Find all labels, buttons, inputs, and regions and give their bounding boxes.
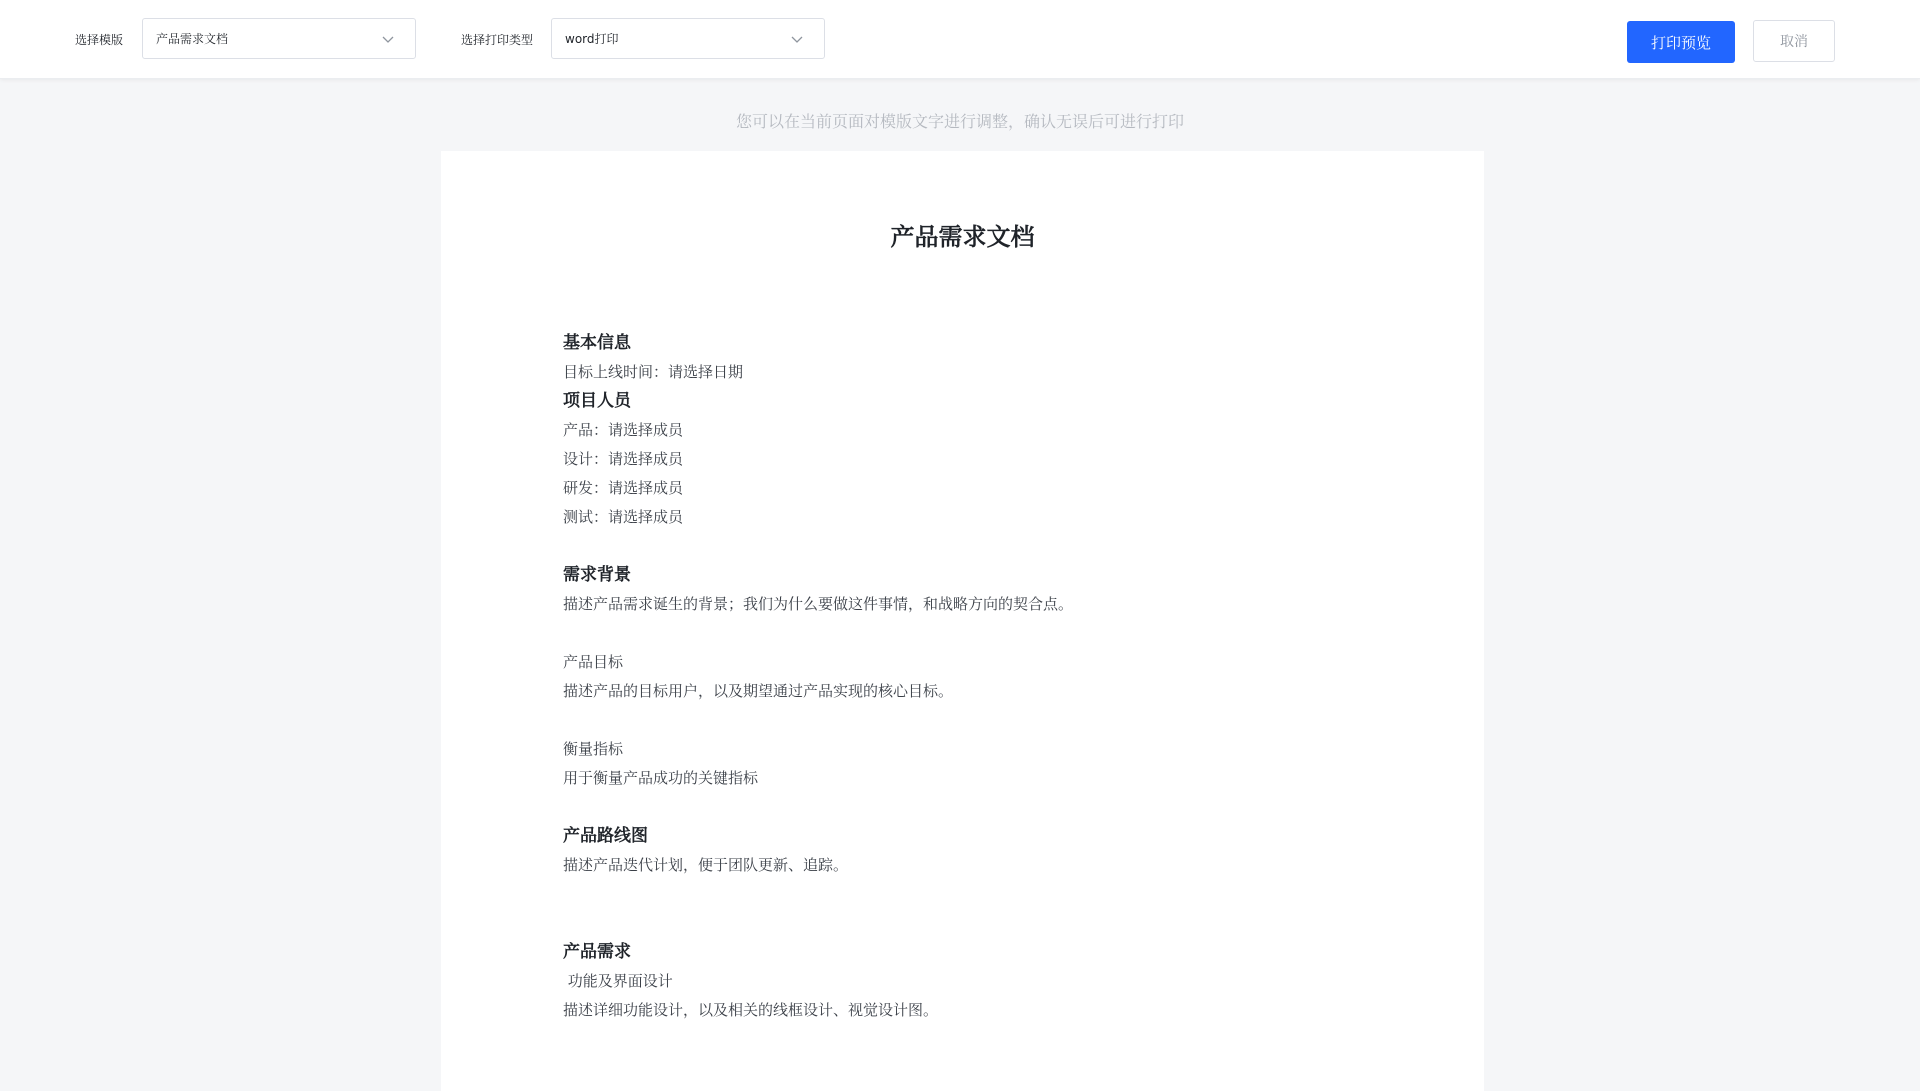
member-dev-line[interactable]: 研发：请选择成员 (563, 479, 684, 497)
ui-design-label[interactable]: 功能及界面设计 (563, 972, 673, 990)
goal-text[interactable]: 描述产品的目标用户，以及期望通过产品实现的核心目标。 (563, 682, 954, 700)
ui-design-text[interactable]: 描述详细功能设计，以及相关的线框设计、视觉设计图。 (563, 1001, 939, 1019)
document-paper[interactable] (441, 151, 1484, 1091)
print-type-select-label: 选择打印类型 (461, 33, 534, 47)
target-date-line[interactable]: 目标上线时间：请选择日期 (563, 363, 744, 381)
chevron-down-icon (381, 32, 395, 46)
members-heading[interactable]: 项目人员 (563, 391, 631, 411)
roadmap-text[interactable]: 描述产品迭代计划，便于团队更新、追踪。 (563, 856, 849, 874)
cancel-button[interactable]: 取消 (1753, 20, 1835, 62)
background-text[interactable]: 描述产品需求诞生的背景；我们为什么要做这件事情，和战略方向的契合点。 (563, 595, 1074, 613)
requirements-heading[interactable]: 产品需求 (563, 942, 631, 962)
member-product-line[interactable]: 产品：请选择成员 (563, 421, 684, 439)
template-select-label: 选择模版 (75, 33, 124, 47)
print-type-select[interactable] (551, 18, 825, 59)
member-test-line[interactable]: 测试：请选择成员 (563, 508, 684, 526)
print-type-select-value: word打印 (565, 32, 619, 46)
metrics-label[interactable]: 衡量指标 (563, 740, 624, 758)
toolbar (0, 0, 1920, 79)
roadmap-heading[interactable]: 产品路线图 (563, 826, 648, 846)
chevron-down-icon (790, 32, 804, 46)
member-design-line[interactable]: 设计：请选择成员 (563, 450, 684, 468)
template-select[interactable] (142, 18, 416, 59)
edit-hint: 您可以在当前页面对模版文字进行调整，确认无误后可进行打印 (735, 112, 1184, 131)
basic-info-heading[interactable]: 基本信息 (563, 333, 631, 353)
background-heading[interactable]: 需求背景 (563, 565, 631, 585)
goal-label[interactable]: 产品目标 (563, 653, 624, 671)
print-preview-button[interactable]: 打印预览 (1627, 21, 1735, 63)
document-title[interactable]: 产品需求文档 (890, 223, 1035, 251)
metrics-text[interactable]: 用于衡量产品成功的关键指标 (563, 769, 759, 787)
template-select-value: 产品需求文档 (156, 32, 229, 46)
